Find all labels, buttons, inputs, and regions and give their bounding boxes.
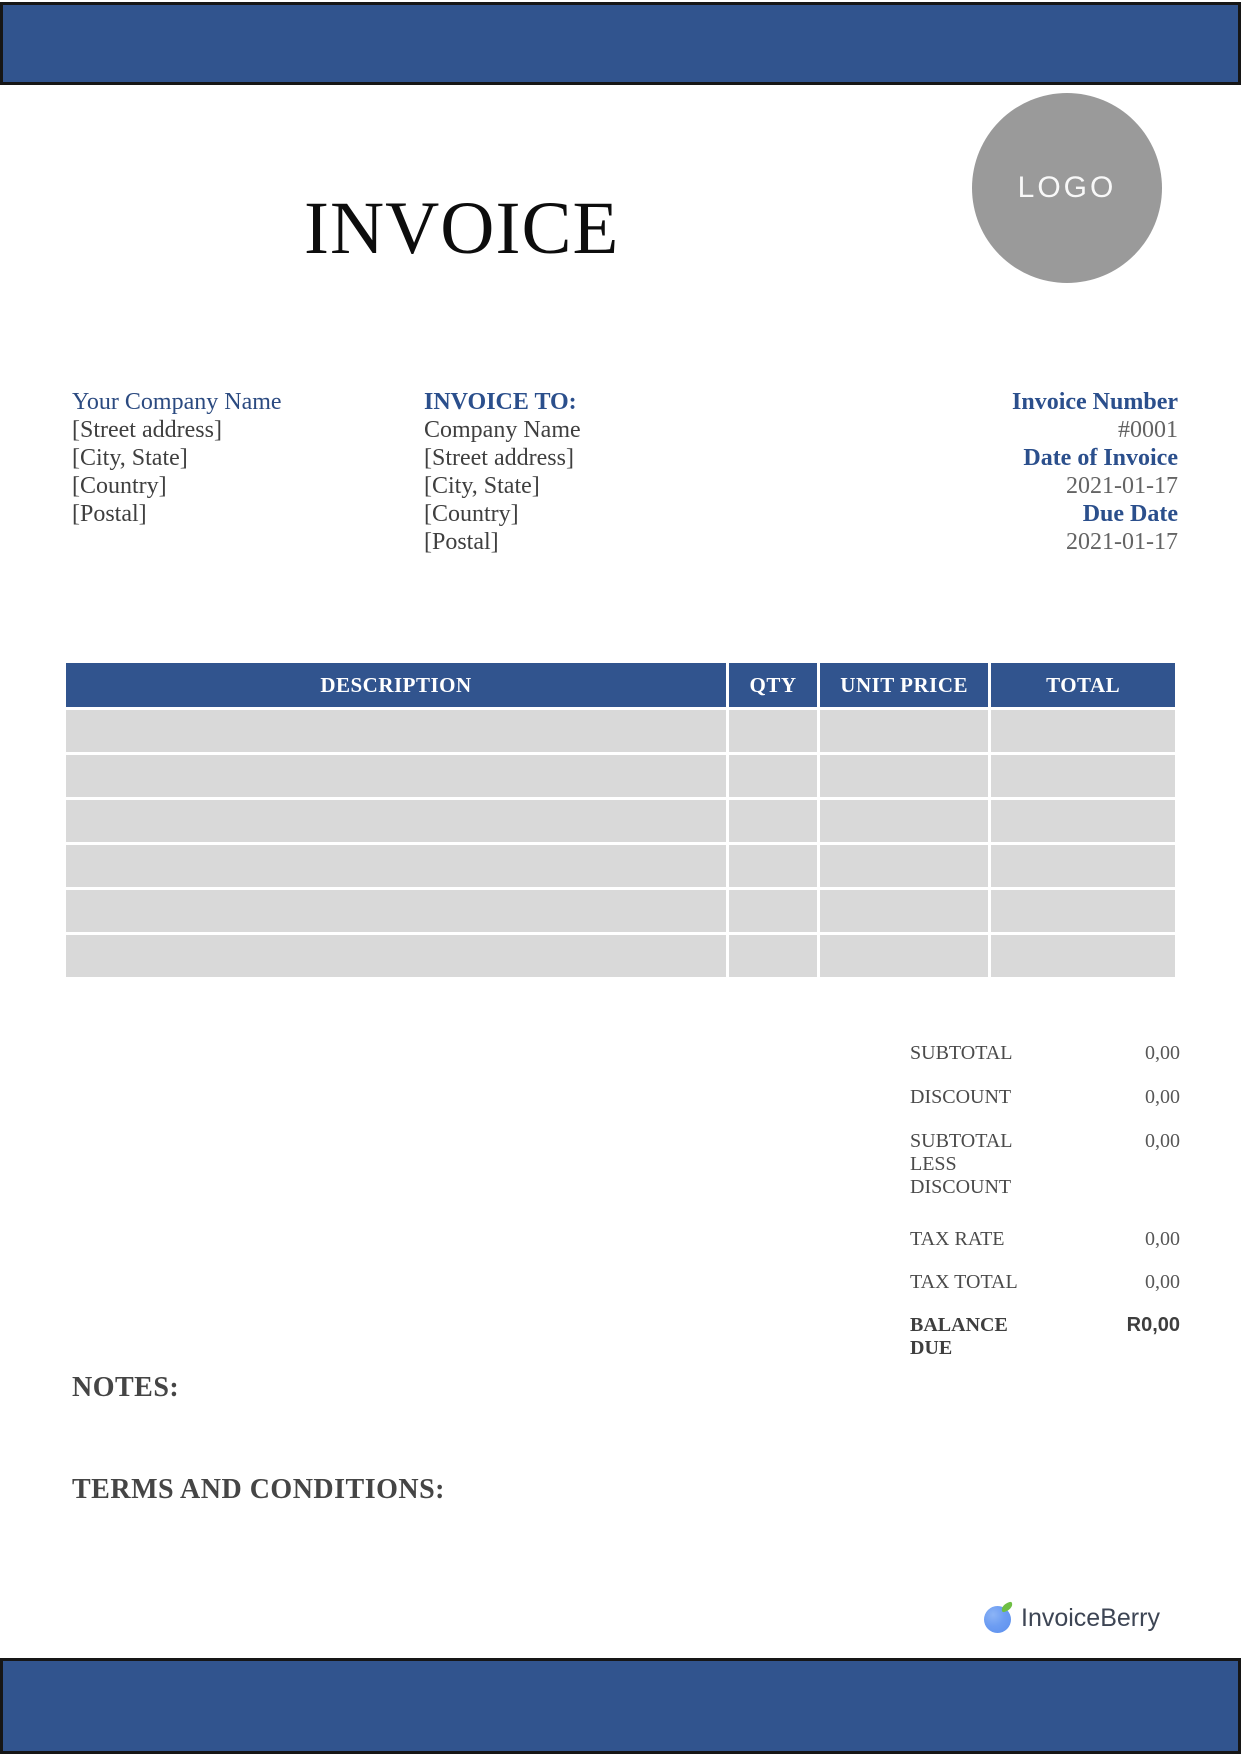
table-cell: [729, 890, 817, 932]
company-address-line: [City, State]: [72, 445, 188, 471]
table-cell: [991, 845, 1175, 887]
summary-label: TAX RATE: [910, 1228, 1005, 1250]
top-blue-bar: [0, 2, 1241, 85]
invoiceberry-logo: [984, 1603, 1160, 1633]
summary-row: [910, 1271, 1180, 1294]
table-cell: [991, 800, 1175, 842]
table-cell: [820, 890, 988, 932]
table-cell: [729, 935, 817, 977]
table-cell: [66, 800, 726, 842]
table-cell: [729, 755, 817, 797]
summary-row: [910, 1130, 1180, 1199]
column-header: QTY: [729, 663, 817, 707]
table-cell: [820, 800, 988, 842]
company-address-line: [Postal]: [72, 501, 147, 527]
company-block: [72, 388, 392, 528]
invoice-to-line: [Postal]: [424, 529, 499, 555]
meta-row: [848, 500, 1178, 556]
table-cell: [729, 845, 817, 887]
table-cell: [991, 890, 1175, 932]
meta-label: Due Date: [1082, 501, 1178, 527]
items-table-body: [66, 710, 1175, 977]
items-table: [63, 660, 1178, 980]
summary-label: DISCOUNT: [910, 1086, 1012, 1108]
table-cell: [991, 755, 1175, 797]
meta-row: [848, 388, 1178, 444]
column-header: DESCRIPTION: [66, 663, 726, 707]
meta-label: Date of Invoice: [1023, 445, 1178, 471]
table-cell: [729, 710, 817, 752]
summary-label: BALANCE DUE: [910, 1314, 1008, 1359]
logo-placeholder: [972, 93, 1162, 283]
column-header: TOTAL: [991, 663, 1175, 707]
summary-row: [910, 1042, 1180, 1065]
invoice-to-block: [424, 388, 744, 556]
summary-label: SUBTOTAL LESS DISCOUNT: [910, 1130, 1012, 1198]
table-cell: [729, 800, 817, 842]
table-cell: [66, 845, 726, 887]
table-cell: [820, 845, 988, 887]
company-address-line: [Street address]: [72, 417, 222, 443]
company-address-line: [Country]: [72, 473, 167, 499]
table-row: [66, 890, 1175, 932]
table-cell: [991, 710, 1175, 752]
meta-value: 2021-01-17: [1066, 473, 1178, 499]
items-table-header-row: [66, 663, 1175, 707]
berry-leaf-icon: [1000, 1601, 1014, 1612]
meta-row: [848, 444, 1178, 500]
invoice-to-line: Company Name: [424, 417, 581, 443]
invoice-to-line: [City, State]: [424, 473, 540, 499]
table-row: [66, 755, 1175, 797]
summary-row: [910, 1314, 1180, 1360]
summary-label: TAX TOTAL: [910, 1271, 1018, 1293]
meta-label: Invoice Number: [1012, 389, 1178, 415]
berry-icon: [984, 1603, 1012, 1633]
table-cell: [991, 935, 1175, 977]
summary-label: SUBTOTAL: [910, 1042, 1013, 1064]
logo-placeholder-text: LOGO: [1017, 171, 1117, 204]
notes-label: NOTES:: [72, 1372, 180, 1403]
brand-text: InvoiceBerry: [1021, 1603, 1160, 1632]
summary-row: [910, 1228, 1180, 1251]
table-cell: [66, 890, 726, 932]
invoice-to-line: [Street address]: [424, 445, 574, 471]
meta-value: 2021-01-17: [1066, 529, 1178, 555]
table-cell: [66, 935, 726, 977]
column-header: UNIT PRICE: [820, 663, 988, 707]
table-row: [66, 935, 1175, 977]
table-row: [66, 710, 1175, 752]
summary-value: 0,00: [1145, 1042, 1180, 1064]
page-title: INVOICE: [304, 187, 620, 270]
summary-value: 0,00: [1145, 1086, 1180, 1108]
terms-label: TERMS AND CONDITIONS:: [72, 1474, 445, 1505]
summary-value: 0,00: [1145, 1130, 1180, 1152]
table-cell: [820, 935, 988, 977]
table-cell: [66, 710, 726, 752]
company-name: Your Company Name: [72, 389, 282, 415]
bottom-blue-bar: [0, 1658, 1241, 1754]
table-cell: [66, 755, 726, 797]
summary-value: 0,00: [1145, 1271, 1180, 1293]
summary-row: [910, 1086, 1180, 1109]
table-cell: [820, 755, 988, 797]
invoice-meta-block: [848, 388, 1178, 556]
invoice-to-heading: INVOICE TO:: [424, 389, 577, 415]
meta-value: #0001: [1118, 417, 1178, 443]
summary-value: 0,00: [1145, 1228, 1180, 1250]
table-row: [66, 800, 1175, 842]
invoice-to-line: [Country]: [424, 501, 519, 527]
table-row: [66, 845, 1175, 887]
summary-value: R0,00: [1126, 1314, 1180, 1336]
table-cell: [820, 710, 988, 752]
